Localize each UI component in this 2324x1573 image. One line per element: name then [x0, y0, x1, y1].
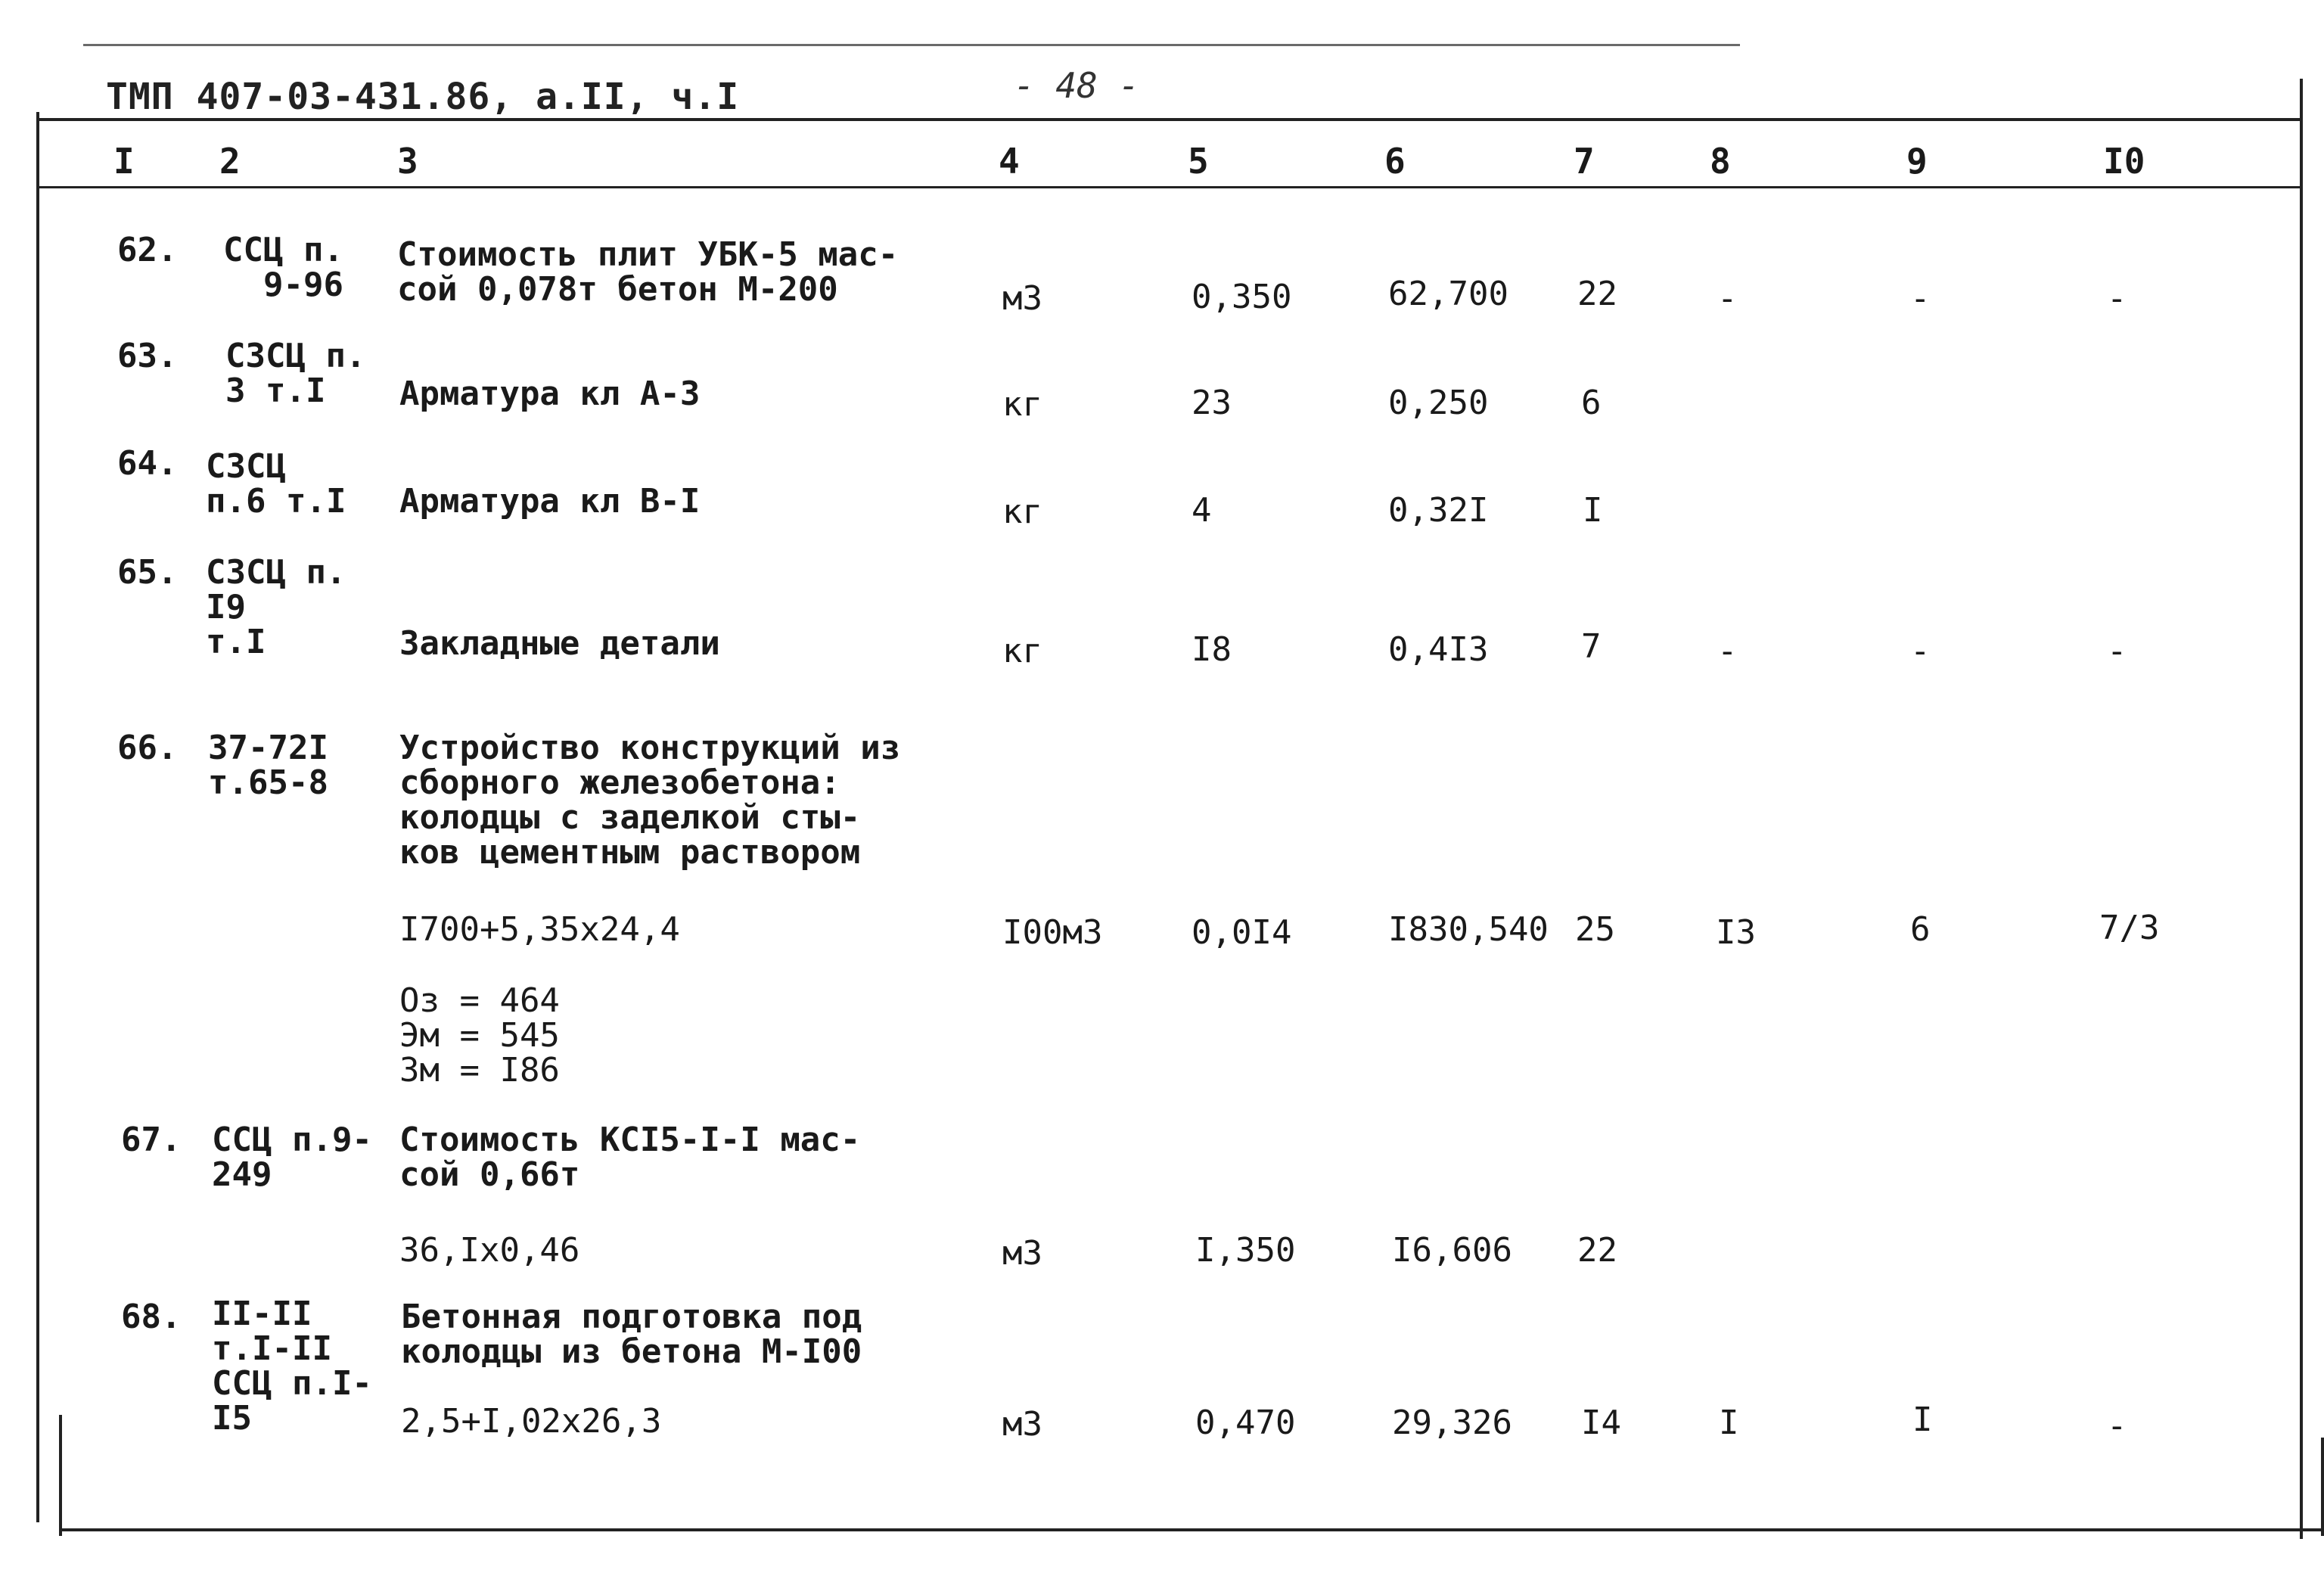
row-col8: I [1719, 1404, 1739, 1442]
table-top-rule [36, 118, 2303, 121]
row-col7: 7 [1581, 627, 1602, 666]
row-col10: - [2107, 279, 2127, 318]
row-col10: - [2107, 1407, 2127, 1445]
row-name: Бетонная подготовка под колодцы из бетона М-I00 [401, 1298, 862, 1371]
column-header-9: 9 [1906, 141, 1928, 182]
row-code: СЗСЦ п. I9 т.I [206, 553, 346, 661]
column-header-7: 7 [1574, 141, 1595, 182]
frame-right-lower-line [2321, 1438, 2324, 1536]
column-header-2: 2 [219, 141, 241, 182]
row-number: 67. [121, 1121, 182, 1159]
row-unit: м3 [1002, 1234, 1042, 1273]
row-price: 62,700 [1388, 275, 1508, 313]
row-price: 0,32I [1388, 491, 1489, 530]
row-price: 0,4I3 [1388, 630, 1489, 669]
row-code: ССЦ п.9- 249 [212, 1121, 372, 1194]
row-number: 62. [117, 231, 178, 269]
row-number: 63. [117, 337, 178, 375]
row-name: Арматура кл А-3 [399, 375, 701, 413]
top-rule [83, 44, 1740, 46]
row-code: ССЦ п. 9-96 [223, 231, 343, 304]
row-col8: I3 [1716, 913, 1756, 952]
frame-left-line [36, 112, 39, 1522]
row-qty: 0,350 [1192, 278, 1292, 316]
row-formula: I700+5,35х24,4 [399, 910, 680, 949]
row-formula: 36,Iх0,46 [399, 1231, 580, 1270]
row-col7: I4 [1581, 1404, 1621, 1442]
row-name: Устройство конструкций из сборного железобетона: колодцы с заделкой сты- ков цементным раствором [399, 729, 901, 872]
row-code: СЗСЦ п.6 т.I [206, 447, 346, 521]
row-qty: 0,470 [1195, 1404, 1296, 1442]
row-col7: 22 [1577, 275, 1617, 313]
row-number: 65. [117, 553, 178, 592]
row-qty: 0,0I4 [1192, 913, 1292, 952]
row-formula: 2,5+I,02х26,3 [401, 1402, 662, 1441]
row-notes: Оз = 464 Эм = 545 Зм = I86 [399, 981, 560, 1090]
row-price: I6,606 [1392, 1231, 1512, 1270]
row-col9: - [1910, 632, 1931, 670]
table-bottom-rule [59, 1528, 2324, 1531]
row-unit: кг [1002, 493, 1042, 531]
column-header-1: I [113, 141, 135, 182]
row-name: Закладные детали [399, 624, 720, 663]
row-qty: I,350 [1195, 1231, 1296, 1270]
row-name: Стоимость КСI5-I-I мас- сой 0,66т [399, 1121, 861, 1194]
row-col7: 6 [1581, 384, 1602, 422]
row-unit: кг [1002, 385, 1042, 424]
row-code: II-II т.I-II ССЦ п.I- I5 [212, 1295, 372, 1438]
row-col9: I [1912, 1400, 1933, 1439]
row-col10: 7/3 [2099, 909, 2160, 947]
column-header-10: I0 [2103, 141, 2145, 182]
column-header-6: 6 [1384, 141, 1406, 182]
row-col8: - [1717, 632, 1738, 670]
row-price: 0,250 [1388, 384, 1489, 422]
row-unit: м3 [1002, 279, 1042, 318]
row-qty: I8 [1192, 630, 1232, 669]
column-header-5: 5 [1188, 141, 1209, 182]
table-header-rule [36, 186, 2303, 188]
row-name: Стоимость плит УБК-5 мас- сой 0,078т бетон М-200 [397, 235, 899, 309]
row-unit: м3 [1002, 1405, 1042, 1444]
column-header-4: 4 [999, 141, 1020, 182]
row-col8: - [1717, 279, 1738, 318]
row-number: 68. [121, 1298, 182, 1336]
row-col9: 6 [1910, 910, 1931, 949]
row-unit: кг [1002, 632, 1042, 670]
row-qty: 23 [1192, 384, 1232, 422]
row-price: I830,540 [1388, 910, 1549, 949]
row-col7: I [1583, 491, 1603, 530]
page-number: - 48 - [1014, 65, 1140, 106]
frame-left-lower-line [59, 1415, 62, 1536]
row-name: Арматура кл В-I [399, 482, 701, 521]
row-col7: 22 [1577, 1231, 1617, 1270]
row-code: СЗСЦ п. 3 т.I [225, 337, 366, 410]
column-header-8: 8 [1710, 141, 1731, 182]
frame-right-line [2300, 79, 2303, 1539]
row-qty: 4 [1192, 491, 1212, 530]
column-header-3: 3 [397, 141, 418, 182]
row-price: 29,326 [1392, 1404, 1512, 1442]
row-col9: - [1910, 279, 1931, 318]
row-number: 66. [117, 729, 178, 767]
row-code: 37-72I т.65-8 [208, 729, 328, 802]
row-unit: I00м3 [1002, 913, 1103, 952]
row-col10: - [2107, 632, 2127, 670]
document-code: ТМП 407-03-431.86, а.II, ч.I [106, 76, 740, 118]
row-col7: 25 [1575, 910, 1615, 949]
row-number: 64. [117, 444, 178, 483]
